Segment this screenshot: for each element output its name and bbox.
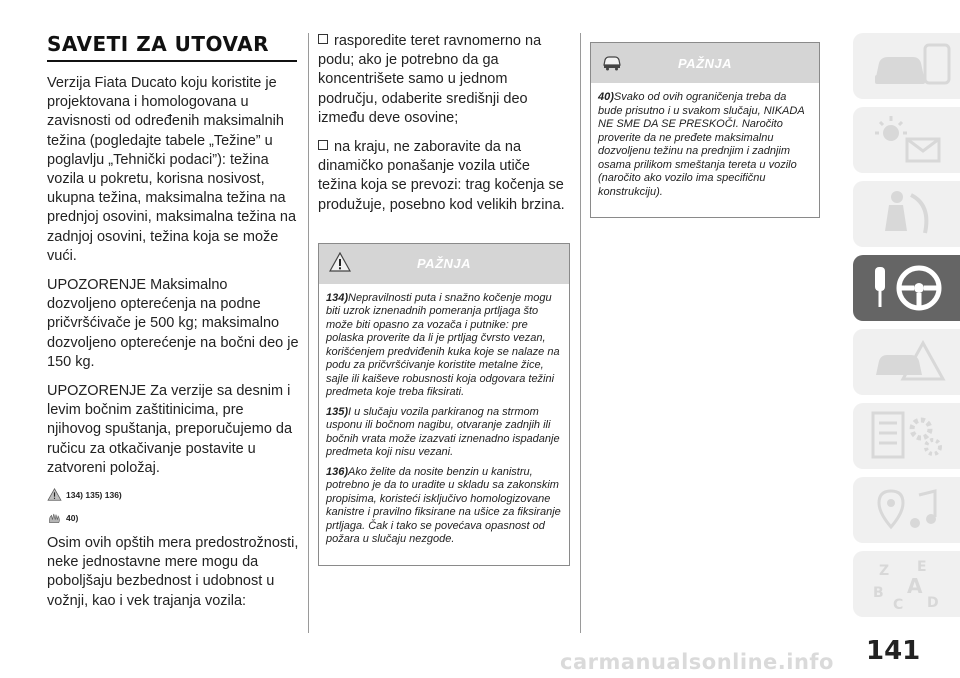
svg-text:C: C [893,597,904,613]
warning-note [326,406,562,460]
note-text: I u slučaju vozila parkiranog na strmom usponu ili bočnom nagibu, otvaranje zadnjih ili bočnih vrata može izazvati iznenadno ispadanje predmeta koji nisu vezani. [326,405,560,459]
svg-text:B: B [873,585,884,601]
checkbox-bullet-icon [318,34,328,44]
warning-note [326,466,562,547]
alphabetical-index-icon [861,555,956,613]
warning-note [326,292,562,400]
hand-caution-icon [47,511,62,524]
watermark: carmanualsonline.info [560,650,834,674]
warning-note [598,91,812,199]
bullet-item [318,32,570,128]
column-3 [590,30,820,218]
warning-box [590,42,820,218]
svg-text:E: E [917,559,927,575]
warning-body [319,284,569,565]
section-title: SAVETI ZA UTOVAR [47,32,297,62]
column-divider [580,33,581,633]
note-number: 40) [598,91,614,103]
reference-number: 40) [66,512,79,523]
column-divider [308,33,309,633]
note-number: 134) [326,291,349,304]
checkbox-bullet-icon [318,140,328,150]
warning-floor-paragraph: UPOZORENJE Maksimalno dozvoljeno opterećenja na podne pričvršćivače je 500 kg; maksimalno dozvoljeno opterećenje na bočni deo je 150 kg. [47,277,299,370]
tab-car-dashboard[interactable] [853,33,960,99]
key-steering-wheel-icon [861,259,956,317]
warning-triangle-icon [329,252,351,272]
chapter-tabs [853,33,960,625]
bullet-text: rasporedite teret ravnomerno na podu; ako je potrebno da ga koncentrišete samo u jednom području, odaberite središnji deo između deve osovine; [318,33,542,126]
reference-line-1 [47,488,299,501]
warning-box [318,243,570,566]
tips-paragraph: Osim ovih opštih mera predostrožnosti, neke jednostavne mere mogu da poboljšaju bezbednost i udobnost u vožnji, kao i vek trajanja vozila: [47,535,299,609]
page-number: 141 [866,636,921,666]
column-2 [318,30,570,566]
note-number: 135) [326,405,349,418]
tab-index[interactable] [853,551,960,617]
warning-side-paragraph: UPOZORENJE Za verzije sa desnim i levim bočnim zaštitinicima, pre njihovog spuštanja, preporučujemo da ručicu za otkačivanje postavite u zatvoreni položaj. [47,383,293,476]
tab-maintenance[interactable] [853,403,960,469]
note-number: 136) [326,465,349,478]
svg-text:D: D [927,595,939,611]
column-1 [47,30,299,611]
car-dashboard-icon [861,37,956,95]
bullet-item [318,138,570,215]
svg-text:Z: Z [879,563,890,579]
svg-text:A: A [907,574,923,598]
tab-emergency[interactable] [853,329,960,395]
maintenance-gears-icon [861,407,956,465]
car-warning-icon [601,51,623,71]
warning-header [319,244,569,284]
warning-lights-icon [861,111,956,169]
tab-safety[interactable] [853,181,960,247]
bullet-text: na kraju, ne zaboravite da na dinamičko ponašanje vozila utiče težina koja se prevozi: trag kočenja se produžuje, posebno kod velikih brzina. [318,139,565,213]
note-text: Svako od ovih ograničenja treba da bude prisutno i u svakom slučaju, NIKADA NE SME DA SE PRESKOČI. Naročito proverite da ne pređete maksimalnu dozvoljenu težinu na prednjim i zadnjim osama prilikom smeštanja tereta u vozilo (naročito ako vozilo ima specifičnu konstrukciju). [598,91,805,198]
tab-multimedia[interactable] [853,477,960,543]
note-text: Nepravilnosti puta i snažno kočenje mogu biti uzrok iznenadnih pomeranja prtljaga što može biti opasno za vozača i putnike: pre polaska proverite da li je prtljag čvrsto vezan, korišćenjem predviđenih kuka koje se nalaze na podu za pričvršćivanje koristite metalne žice, sajle ili kaiševe robusnosti koja odgovara težini predmeta koje treba fiksirati. [326,291,560,399]
warning-header [591,43,819,83]
warning-label: PAŽNJA [416,256,472,272]
emergency-warning-icon [861,333,956,391]
warning-label: PAŽNJA [677,55,733,71]
multimedia-icon [861,481,956,539]
note-text: Ako želite da nosite benzin u kanistru, potrebno je da to uradite u skladu sa zakonskim propisima, koristeći isključivo homologizovane kanistre i pravilno fiksirane na ušice za fiksiranje prtljaga. Čak i tako se povećava opasnost od požara u slučaju nezgode. [326,465,561,546]
safety-airbag-icon [861,185,956,243]
tab-warning-lights[interactable] [853,107,960,173]
warning-triangle-icon [47,488,62,501]
intro-paragraph: Verzija Fiata Ducato koju koristite je projektovana i homologovana u zavisnosti od određenih maksimalnih težina (pogledajte tabele „Težine” u poglavlju „Tehnički podaci”): težina vozila u pokretu, korisna nosivost, ukupna težina, maksimalna težina na prednjoj osovini, maksimalna težina na zadnjoj osovini, težina koja se može vući. [47,75,297,264]
tab-starting-driving[interactable] [853,255,960,321]
reference-numbers: 134) 135) 136) [66,489,122,500]
reference-line-2 [47,511,299,524]
warning-body [591,83,819,217]
